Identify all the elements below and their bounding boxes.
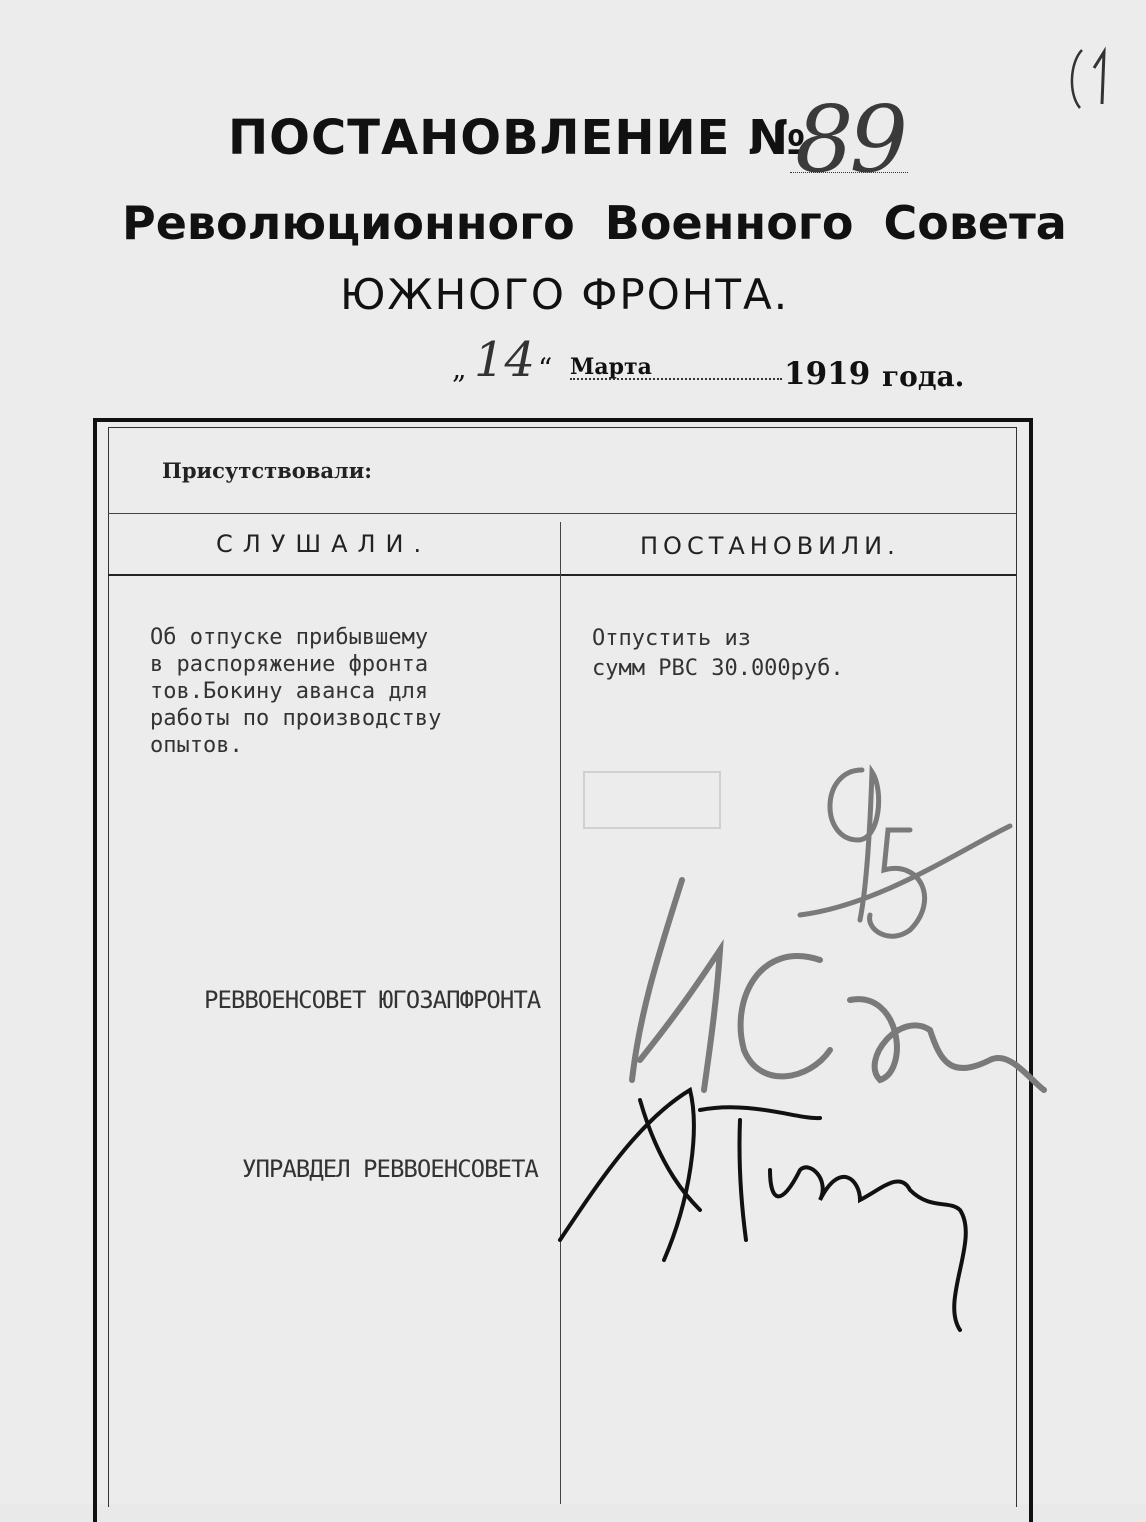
table-inner-top-rule <box>108 427 1016 428</box>
resolution-title: ПОСТАНОВЛЕНИЕ № <box>228 110 807 166</box>
table-outer-frame <box>93 418 1033 1522</box>
date-open-quote: „ <box>452 352 467 385</box>
table-inner-left-rule <box>108 427 109 1507</box>
corner-page-number-mark <box>1064 42 1120 118</box>
council-name: Революционного Военного Совета <box>122 196 1067 250</box>
handwritten-resolution-number: 89 <box>795 86 905 193</box>
date-month: Марта <box>570 354 652 380</box>
column-header-decided: ПОСТАНОВИЛИ. <box>640 532 900 560</box>
number-underline <box>790 172 908 173</box>
header-top-rule <box>108 513 1016 514</box>
handwritten-day: 14 <box>474 332 536 388</box>
date-line <box>452 332 965 400</box>
date-year: 1919 <box>784 356 871 392</box>
column-header-heard: СЛУШАЛИ. <box>216 530 432 558</box>
front-name: ЮЖНОГО ФРОНТА. <box>340 270 790 319</box>
decided-text: Отпустить из сумм РВС 30.000руб. <box>592 626 844 681</box>
faint-stamp-mark <box>582 770 722 830</box>
manager-stamp: УПРАВДЕЛ РЕВВОЕНСОВЕТА <box>242 1155 538 1183</box>
header-bottom-rule <box>108 574 1016 576</box>
date-year-suffix: года. <box>882 360 965 393</box>
council-stamp: РЕВВОЕНСОВЕТ ЮГОЗАПФРОНТА <box>204 986 541 1014</box>
date-close-quote: “ <box>538 352 553 385</box>
table-inner-right-rule <box>1016 427 1017 1507</box>
date-dotted-line <box>570 378 782 380</box>
present-label: Присутствовали: <box>162 458 373 483</box>
heard-text: Об отпуске прибывшему в распоряжение фронта тов.Бокину аванса для работы по производству опытов. <box>150 625 442 758</box>
